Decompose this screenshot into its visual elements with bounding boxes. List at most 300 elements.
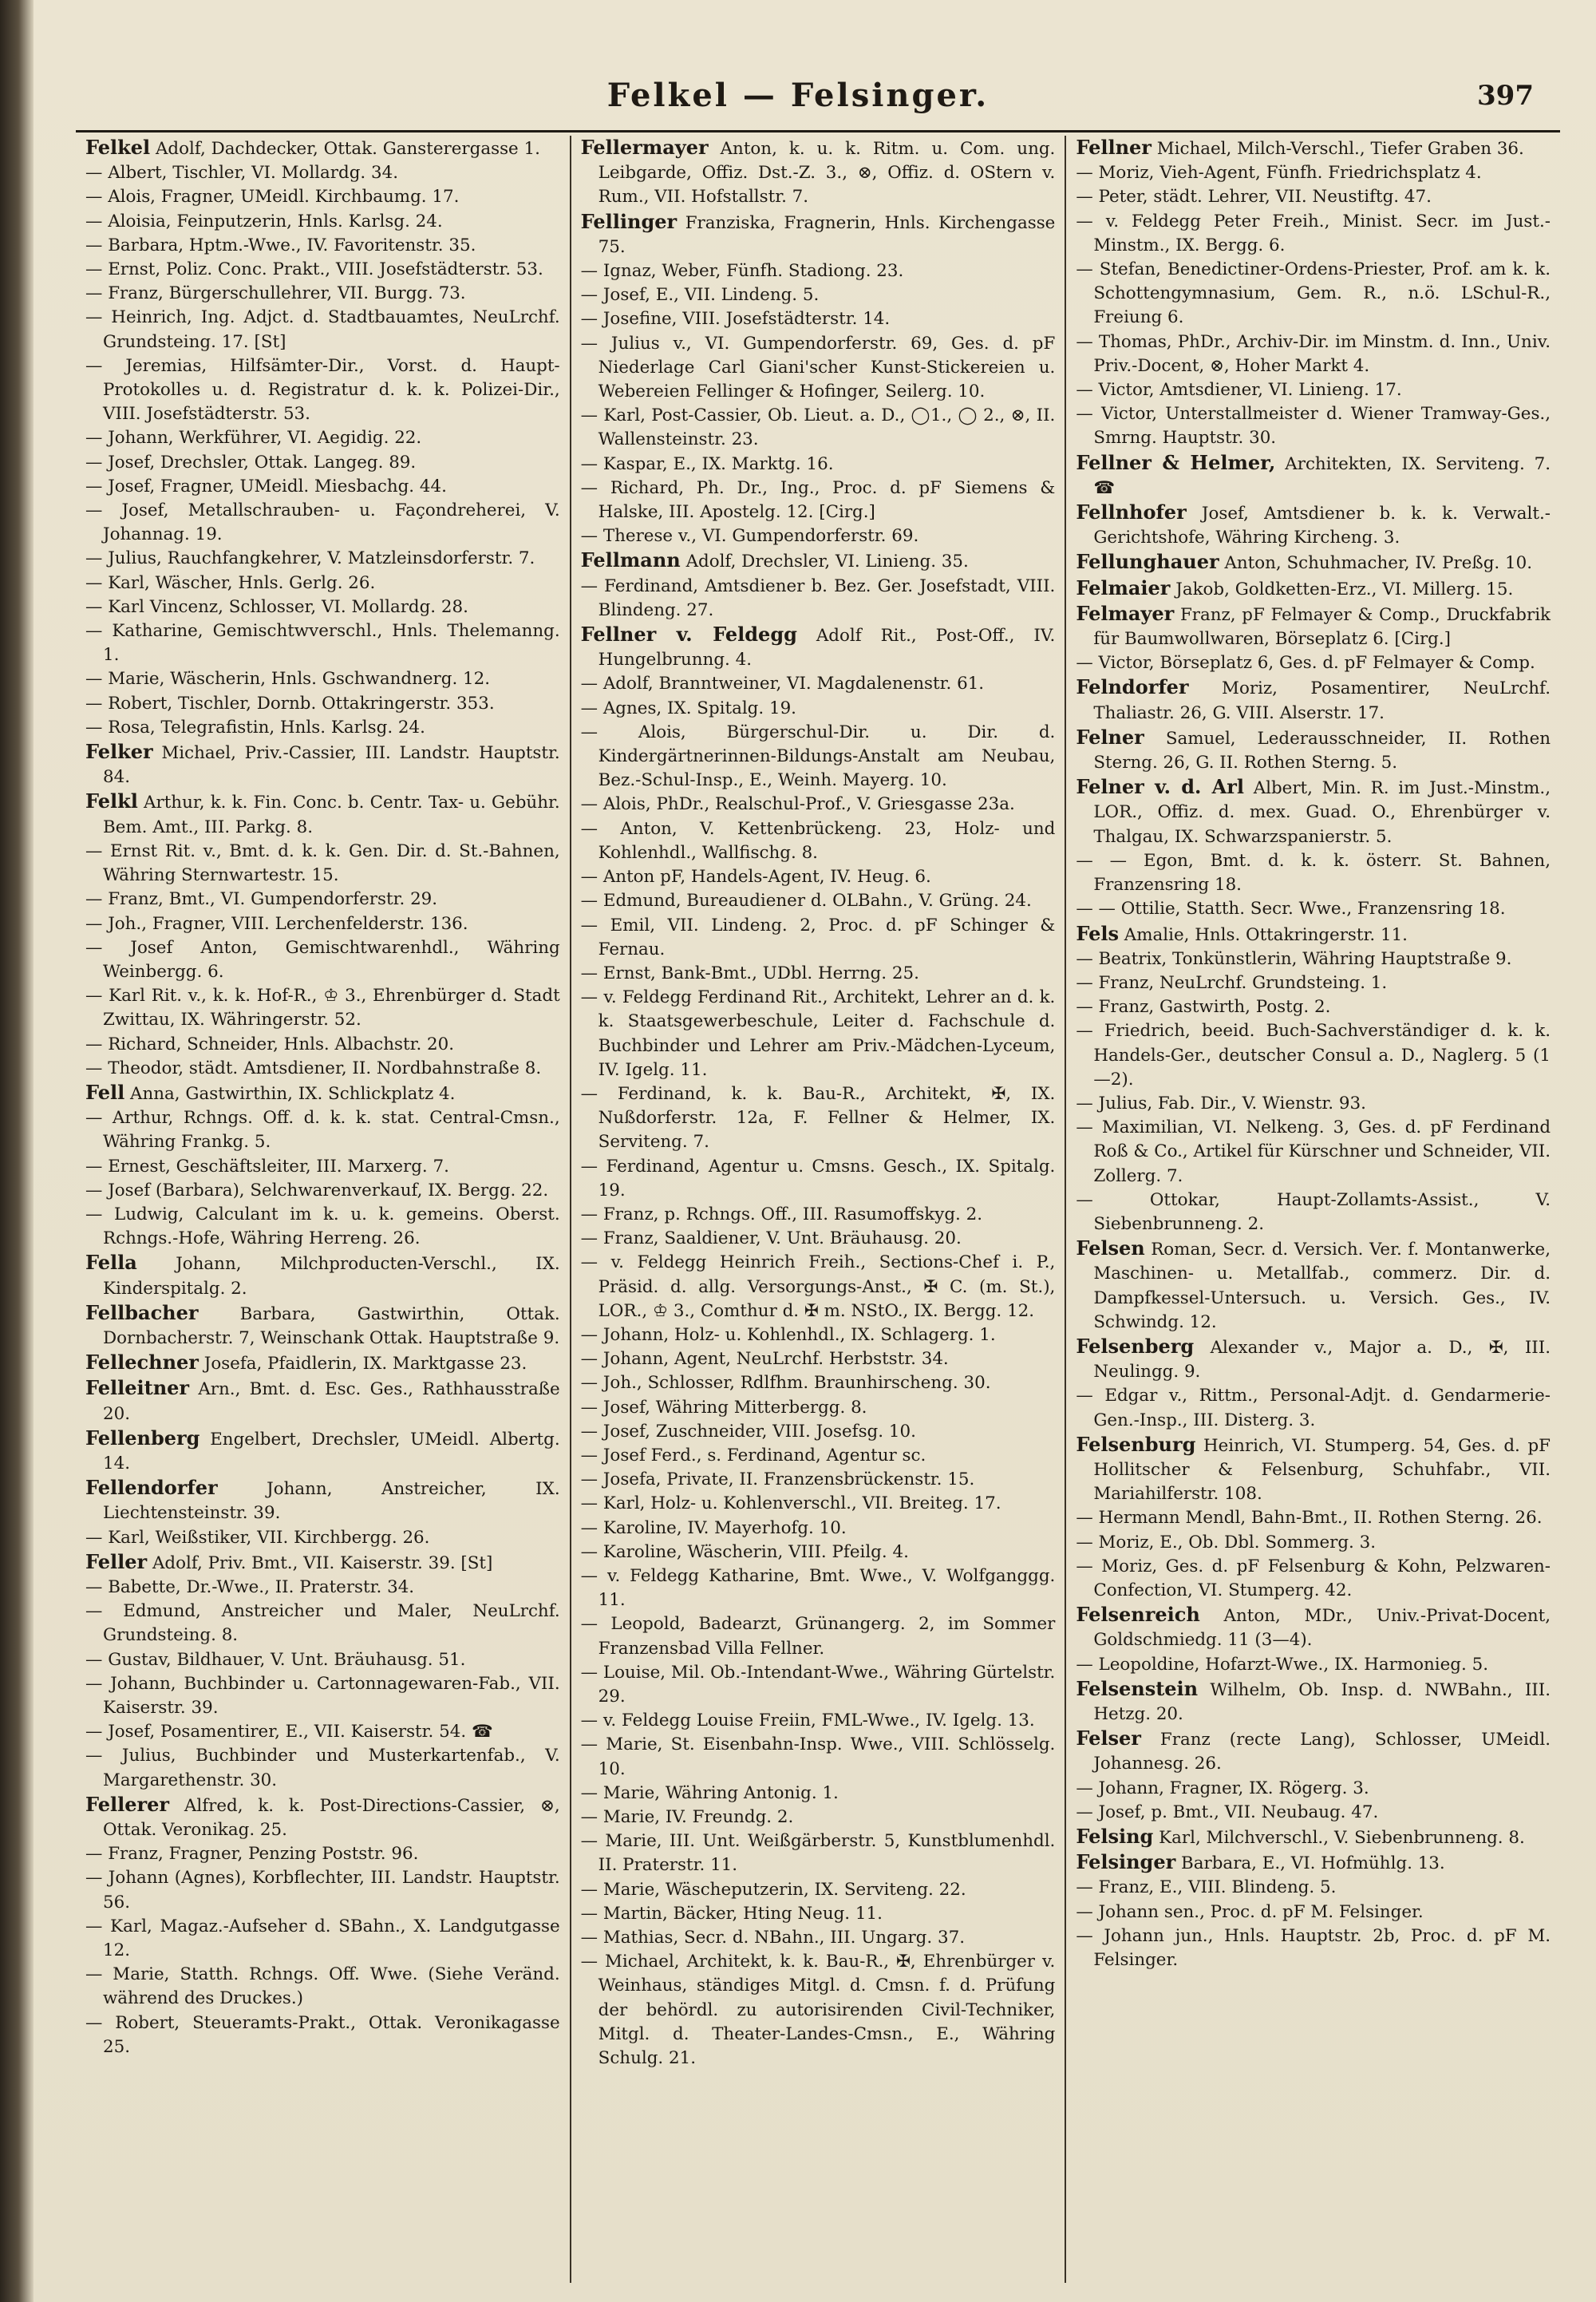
directory-entry — [581, 548, 1056, 574]
entry-surname: Fellendorfer — [85, 1476, 218, 1500]
entry-details: — Victor, Amtsdiener, VI. Linieng. 17. — [1076, 380, 1402, 401]
entry-details: — Josef Anton, Gemischtwarenhdl., Währing Weinbergg. 6. — [85, 937, 560, 982]
entry-details: — Franz, p. Rchngs. Off., III. Rasumoffskyg. 2. — [580, 1204, 983, 1224]
directory-entry — [581, 1709, 1056, 1733]
directory-entry — [1076, 1603, 1551, 1652]
entry-details: — Stefan, Benedictiner-Ordens-Priester, Prof. am k. k. Schottengymnasium, Gem. R., n.ö. LSchul-R., Freiung 6. — [1076, 259, 1551, 328]
directory-entry — [1076, 849, 1551, 897]
directory-entry — [581, 986, 1056, 1082]
entry-details: — Franz, NeuLrchf. Grundsteing. 1. — [1076, 972, 1388, 993]
directory-entry — [581, 672, 1056, 696]
columns — [76, 136, 1560, 2283]
entry-details: — Karl, Holz- u. Kohlenverschl., VII. Breiteg. 17. — [580, 1493, 1001, 1514]
directory-entry — [1076, 675, 1551, 725]
directory-entry — [85, 426, 560, 450]
directory-entry — [581, 623, 1056, 672]
entry-details: — Michael, Architekt, k. k. Bau-R., ✠, Ehrenbürger v. Weinhaus, ständiges Mitgl. d. Cmsn. f. d. Prüfung der behördl. zu autorisirenden Civil-Techniker, Mitgl. d. Theater-Landes-Cmsn., E., Währing Schulg. 21. — [580, 1952, 1056, 2069]
entry-details: — Emil, VII. Lindeng. 2, Proc. d. pF Schinger & Fernau. — [580, 915, 1056, 959]
directory-entry — [581, 865, 1056, 889]
entry-details: — Johann, Buchbinder u. Cartonnagewaren-Fab., VII. Kaiserstr. 39. — [85, 1673, 560, 1718]
entry-details: Adolf Rit., Post-Off., IV. Hungelbrunng. 4. — [598, 626, 1056, 670]
entry-details: — Karl, Weißstiker, VII. Kirchbergg. 26. — [85, 1527, 430, 1548]
directory-entry — [85, 740, 560, 789]
directory-entry — [1076, 602, 1551, 651]
page-number: 397 — [1477, 80, 1534, 112]
directory-entry — [85, 1842, 560, 1866]
directory-entry — [581, 1347, 1056, 1371]
entry-details: — Julius v., VI. Gumpendorferstr. 69, Ges. d. pF Niederlage Carl Giani'scher Kunst-Stickereien u. Webereien Fellinger & Hofinger, Seilerg. 10. — [580, 333, 1056, 402]
column-1 — [76, 136, 570, 2283]
entry-details: — Ernst, Bank-Bmt., UDbl. Herrng. 25. — [580, 963, 919, 983]
entry-details: — Ferdinand, Amtsdiener b. Bez. Ger. Josefstadt, VIII. Blindeng. 27. — [580, 576, 1056, 620]
entry-details: — Ernst, Poliz. Conc. Prakt., VIII. Josefstädterstr. 53. — [85, 259, 543, 280]
entry-details: — Moriz, E., Ob. Dbl. Sommerg. 3. — [1076, 1532, 1377, 1552]
entry-details: — Alois, PhDr., Realschul-Prof., V. Griesgasse 23a. — [580, 794, 1015, 815]
entry-details: Barbara, Gastwirthin, Ottak. Dornbacherstr. 7, Weinschank Ottak. Hauptstraße 9. — [103, 1303, 560, 1348]
entry-details: — Ferdinand, k. k. Bau-R., Architekt, ✠, IX. Nußdorferstr. 12a, F. Fellner & Helmer, IX. Serviteng. 7. — [580, 1083, 1056, 1153]
entry-details: — v. Feldegg Peter Freih., Minist. Secr. im Just.-Minstm., IX. Bergg. 6. — [1076, 211, 1551, 255]
entry-details: — Beatrix, Tonkünstlerin, Währing Hauptstraße 9. — [1076, 948, 1512, 969]
entry-details: Engelbert, Drechsler, UMeidl. Albertg. 14. — [103, 1429, 560, 1473]
entry-surname: Felser — [1076, 1726, 1141, 1750]
entry-details: Adolf, Dachdecker, Ottak. Gansterergasse 1. — [155, 139, 540, 159]
entry-details: — Karl, Post-Cassier, Ob. Lieut. a. D., ◯1., ◯ 2., ⊗, II. Wallensteinstr. 23. — [580, 405, 1056, 450]
entry-surname: Felmaier — [1076, 576, 1171, 599]
entry-details: — Josef, Metallschrauben- u. Façondreherei, V. Johannag. 19. — [85, 500, 560, 545]
entry-details: — Josef, Zuschneider, VIII. Josefsg. 10. — [580, 1421, 916, 1442]
directory-entry — [85, 595, 560, 619]
entry-details: — Joh., Fragner, VIII. Lerchenfelderstr. 136. — [85, 913, 468, 934]
entry-details: — Peter, städt. Lehrer, VII. Neustiftg. 47. — [1076, 187, 1432, 208]
directory-entry — [1076, 1116, 1551, 1189]
directory-entry — [85, 1106, 560, 1154]
entry-details: Michael, Priv.-Cassier, III. Landstr. Hauptstr. 84. — [103, 743, 560, 788]
entry-details: — Johann, Holz- u. Kohlenhdl., IX. Schlagerg. 1. — [580, 1324, 996, 1345]
entry-details: — Johann, Fragner, IX. Rögerg. 3. — [1076, 1778, 1369, 1798]
entry-details: Anna, Gastwirthin, IX. Schlickplatz 4. — [130, 1083, 456, 1104]
directory-entry — [85, 451, 560, 475]
directory-entry — [1076, 971, 1551, 995]
directory-entry — [581, 1082, 1056, 1155]
directory-entry — [1076, 1901, 1551, 1924]
directory-entry — [85, 716, 560, 740]
entry-details: Adolf, Drechsler, VI. Linieng. 35. — [685, 552, 969, 572]
entry-details: — Julius, Rauchfangkehrer, V. Matzleinsdorferstr. 7. — [85, 548, 535, 569]
entry-details: Josef, Amtsdiener b. k. k. Verwalt.-Gerichtshofe, Währing Kircheng. 3. — [1093, 504, 1551, 548]
column-2 — [570, 136, 1065, 2283]
entry-details: — Maximilian, VI. Nelkeng. 3, Ges. d. pF Ferdinand Roß & Co., Artikel für Kürschner und Schneider, VII. Zollerg. 7. — [1076, 1117, 1551, 1186]
directory-entry — [85, 1672, 560, 1720]
entry-details: — Edmund, Anstreicher und Maler, NeuLrchf. Grundsteing. 8. — [85, 1601, 560, 1646]
entry-details: — Ottokar, Haupt-Zollamts-Assist., V. Siebenbrunneng. 2. — [1076, 1189, 1551, 1234]
directory-entry — [85, 936, 560, 984]
entry-details: — Johann, Agent, NeuLrchf. Herbststr. 34. — [580, 1349, 949, 1370]
directory-entry — [1076, 1850, 1551, 1876]
entry-details: — Karl, Wäscher, Hnls. Gerlg. 26. — [85, 572, 376, 593]
directory-entry — [581, 1492, 1056, 1516]
entry-details: — Marie, IV. Freundg. 2. — [580, 1807, 794, 1828]
directory-entry — [1076, 185, 1551, 209]
directory-entry — [1076, 451, 1551, 500]
directory-entry — [1076, 995, 1551, 1019]
directory-entry — [85, 840, 560, 888]
entry-details: Arthur, k. k. Fin. Conc. b. Centr. Tax- u. Gebühr. Bem. Amt., III. Parkg. 8. — [103, 793, 560, 837]
directory-entry — [1076, 1726, 1551, 1776]
entry-details: Barbara, E., VI. Hofmühlg. 13. — [1181, 1853, 1445, 1874]
directory-entry — [581, 962, 1056, 986]
entry-details: Heinrich, VI. Stumperg. 54, Ges. d. pF Hollitscher & Felsenburg, Schuhfabr., VII. Mariahilferstr. 108. — [1093, 1435, 1551, 1505]
entry-details: — Edgar v., Rittm., Personal-Adjt. d. Gendarmerie-Gen.-Insp., III. Disterg. 3. — [1076, 1386, 1551, 1430]
entry-details: — Johann jun., Hnls. Hauptstr. 2b, Proc. d. pF M. Felsinger. — [1076, 1925, 1551, 1971]
directory-entry — [85, 1576, 560, 1600]
entry-surname: Felker — [85, 740, 153, 764]
entry-details: — Agnes, IX. Spitalg. 19. — [580, 698, 796, 718]
directory-entry — [581, 283, 1056, 307]
entry-details: — Marie, Wäscheputzerin, IX. Serviteng. 22. — [580, 1879, 966, 1900]
directory-entry — [581, 1517, 1056, 1541]
entry-details: — Leopold, Badearzt, Grünangerg. 2, im Sommer Franzensbad Villa Fellner. — [580, 1614, 1056, 1659]
page-header — [48, 77, 1548, 125]
directory-entry — [1076, 378, 1551, 402]
directory-entry — [1076, 1019, 1551, 1092]
entry-details: — Karl Rit. v., k. k. Hof-R., ♔ 3., Ehrenbürger d. Stadt Zwittau, IX. Währingerstr. 52. — [85, 986, 560, 1030]
directory-entry — [581, 889, 1056, 913]
directory-entry — [1076, 1384, 1551, 1432]
directory-entry — [85, 1600, 560, 1647]
entry-details: — Moriz, Vieh-Agent, Fünfh. Friedrichsplatz 4. — [1076, 163, 1482, 184]
entry-details: — Karoline, Wäscherin, VIII. Pfeilg. 4. — [580, 1541, 909, 1562]
entry-surname: Felsenreich — [1076, 1603, 1200, 1627]
entry-details: — Moriz, Ges. d. pF Felsenburg & Kohn, Pelzwaren-Confection, VI. Stumperg. 42. — [1076, 1556, 1551, 1600]
entry-details: — Mathias, Secr. d. NBahn., III. Ungarg. 37. — [580, 1928, 965, 1948]
directory-entry — [85, 1963, 560, 2011]
directory-entry — [1076, 651, 1551, 675]
entry-details: — Franz, Gastwirth, Postg. 2. — [1076, 997, 1331, 1018]
entry-details: — Barbara, Hptm.-Wwe., IV. Favoritenstr. 35. — [85, 235, 476, 255]
directory-entry — [85, 475, 560, 499]
entry-surname: Felsing — [1076, 1825, 1154, 1849]
directory-entry — [581, 1902, 1056, 1926]
entry-details: — Julius, Fab. Dir., V. Wienstr. 93. — [1076, 1093, 1366, 1113]
directory-entry — [1076, 136, 1551, 161]
entry-details: — Anton, V. Kettenbrückeng. 23, Holz- und Kohlenhdl., Wallfischg. 8. — [580, 818, 1056, 863]
directory-entry — [581, 697, 1056, 721]
entry-details: — Anton pF, Handels-Agent, IV. Heug. 6. — [580, 867, 931, 888]
directory-entry — [581, 575, 1056, 623]
entry-surname: Fels — [1076, 921, 1119, 945]
directory-entry — [85, 258, 560, 282]
directory-entry — [581, 453, 1056, 477]
directory-entry — [85, 1179, 560, 1203]
entry-details: — Josefa, Private, II. Franzensbrückenstr. 15. — [580, 1469, 975, 1490]
directory-entry — [85, 1203, 560, 1251]
entry-details: Franziska, Fragnerin, Hnls. Kirchengasse 75. — [598, 212, 1056, 257]
entry-surname: Fellmann — [580, 548, 681, 572]
column-3 — [1065, 136, 1560, 2283]
directory-entry — [1076, 1677, 1551, 1726]
directory-entry — [85, 1720, 560, 1744]
entry-details: Arn., Bmt. d. Esc. Ges., Rathhausstraße 20. — [103, 1379, 560, 1424]
entry-details: — Katharine, Gemischtwverschl., Hnls. Thelemanng. 1. — [85, 621, 560, 666]
directory-entry — [1076, 897, 1551, 921]
entry-details: — Babette, Dr.-Wwe., II. Praterstr. 34. — [85, 1576, 415, 1597]
directory-entry — [581, 404, 1056, 452]
entry-details: — Arthur, Rchngs. Off. d. k. k. stat. Central-Cmsn., Währing Frankg. 5. — [85, 1108, 560, 1153]
entry-surname: Fellner & Helmer, — [1076, 450, 1276, 474]
directory-entry — [85, 619, 560, 667]
directory-entry — [581, 1444, 1056, 1468]
entry-details: — Joh., Schlosser, Rdlfhm. Braunhirscheng. 30. — [580, 1373, 991, 1394]
entry-details: Samuel, Lederausschneider, II. Rothen Sterng. 26, G. II. Rothen Sterng. 5. — [1093, 728, 1551, 773]
entry-details: — Edmund, Bureaudiener d. OLBahn., V. Grüng. 24. — [580, 891, 1032, 912]
entry-details: Anton, MDr., Univ.-Privat-Docent, Goldschmiedg. 11 (3—4). — [1093, 1606, 1551, 1651]
directory-entry — [85, 1155, 560, 1179]
entry-details: — Albert, Tischler, VI. Mollardg. 34. — [85, 163, 399, 184]
directory-entry — [1076, 1825, 1551, 1850]
directory-entry — [85, 1301, 560, 1351]
entry-details: — v. Feldegg Louise Freiin, FML-Wwe., IV. Igelg. 13. — [580, 1711, 1035, 1731]
directory-entry — [581, 1806, 1056, 1829]
entry-details: — Josef, p. Bmt., VII. Neubaug. 47. — [1076, 1802, 1379, 1822]
entry-details: — Ludwig, Calculant im k. u. k. gemeins. Oberst. Rchngs.-Hofe, Währing Herreng. 26. — [85, 1204, 560, 1249]
entry-details: — Josef Ferd., s. Ferdinand, Agentur sc. — [580, 1445, 926, 1465]
directory-entry — [85, 161, 560, 185]
entry-details: — Richard, Schneider, Hnls. Albachstr. 20. — [85, 1034, 455, 1054]
entry-details: — Robert, Steueramts-Prakt., Ottak. Veronikagasse 25. — [85, 2012, 560, 2057]
entry-details: Michael, Milch-Verschl., Tiefer Graben 36. — [1156, 139, 1524, 159]
directory-entry — [85, 888, 560, 912]
directory-entry — [1076, 726, 1551, 775]
directory-entry — [581, 524, 1056, 548]
directory-entry — [581, 136, 1056, 210]
entry-surname: Fellunghauer — [1076, 550, 1219, 574]
entry-details: — Josef, Drechsler, Ottak. Langeg. 89. — [85, 452, 417, 473]
entry-details: — Johann (Agnes), Korbflechter, III. Landstr. Hauptstr. 56. — [85, 1868, 560, 1912]
directory-entry — [85, 136, 560, 161]
entry-details: — Martin, Bäcker, Hting Neug. 11. — [580, 1903, 883, 1924]
directory-entry — [85, 1426, 560, 1476]
entry-details: Anton, k. u. k. Ritm. u. Com. ung. Leibgarde, Offiz. Dst.-Z. 3., ⊗, Offiz. d. OStern v. Rum., VII. Hofstallstr. 7. — [598, 139, 1056, 208]
directory-entry — [85, 1866, 560, 1914]
directory-entry — [1076, 330, 1551, 378]
entry-details: — Franz, E., VIII. Blindeng. 5. — [1076, 1877, 1337, 1898]
directory-entry — [581, 1661, 1056, 1709]
entry-details: — Marie, St. Eisenbahn-Insp. Wwe., VIII. Schlösselg. 10. — [580, 1734, 1056, 1779]
book-spine-shadow — [0, 0, 34, 2302]
entry-details: — Jeremias, Hilfsämter-Dir., Vorst. d. Haupt-Protokolles u. d. Registratur d. k. k. Polizei-Dir., VIII. Josefstädterstr. 53. — [85, 355, 560, 425]
entry-surname: Felkel — [85, 136, 151, 159]
directory-entry — [85, 547, 560, 571]
entry-details: — Franz, Bürgerschullehrer, VII. Burgg. 73. — [85, 283, 466, 304]
entry-details: Architekten, IX. Serviteng. 7. ☎ — [1093, 453, 1551, 498]
directory-entry — [1076, 1531, 1551, 1555]
entry-details: — Karoline, IV. Mayerhofg. 10. — [580, 1517, 847, 1538]
entry-surname: Felner v. d. Arl — [1076, 775, 1244, 799]
entry-surname: Fellner v. Feldegg — [580, 623, 797, 647]
directory-entry — [581, 1323, 1056, 1347]
directory-entry — [1076, 1335, 1551, 1384]
directory-entry — [85, 210, 560, 234]
entry-details: — Gustav, Bildhauer, V. Unt. Bräuhausg. 51. — [85, 1649, 466, 1670]
directory-entry — [85, 572, 560, 595]
entry-surname: Felmayer — [1076, 601, 1175, 625]
directory-entry — [85, 1550, 560, 1576]
directory-entry — [85, 499, 560, 547]
directory-entry — [1076, 500, 1551, 550]
entry-surname: Felsenberg — [1076, 1334, 1195, 1358]
directory-entry — [1076, 1506, 1551, 1530]
directory-entry — [1076, 1876, 1551, 1900]
directory-entry — [1076, 1189, 1551, 1236]
entry-details: — Kaspar, E., IX. Marktg. 16. — [580, 453, 834, 474]
entry-details: — Alois, Fragner, UMeidl. Kirchbaumg. 17. — [85, 187, 460, 208]
directory-entry — [1076, 1433, 1551, 1507]
directory-entry — [581, 1541, 1056, 1564]
directory-entry — [581, 477, 1056, 524]
entry-surname: Fellermayer — [580, 136, 709, 159]
directory-entry — [85, 789, 560, 839]
directory-entry — [1076, 1555, 1551, 1603]
directory-entry — [1076, 210, 1551, 258]
entry-details: — Hermann Mendl, Bahn-Bmt., II. Rothen Sterng. 26. — [1076, 1508, 1543, 1529]
entry-details: Albert, Min. R. im Just.-Minstm., LOR., Offiz. d. mex. Guad. O., Ehrenbürger v. Thalgau, IX. Schwarzspanierstr. 5. — [1093, 778, 1551, 847]
entry-surname: Felndorfer — [1076, 675, 1189, 699]
entry-details: — Julius, Buchbinder und Musterkartenfab., V. Margarethenstr. 30. — [85, 1746, 560, 1790]
entry-surname: Fellerer — [85, 1792, 170, 1816]
directory-entry — [581, 332, 1056, 405]
directory-entry — [1076, 1236, 1551, 1335]
directory-entry — [85, 306, 560, 354]
entry-details: — Ernest, Geschäftsleiter, III. Marxerg. 7. — [85, 1156, 449, 1177]
entry-surname: Felsenburg — [1076, 1432, 1196, 1456]
directory-entry — [1076, 550, 1551, 576]
entry-details: — Robert, Tischler, Dornb. Ottakringerstr. 353. — [85, 693, 495, 714]
entry-details: — Franz, Bmt., VI. Gumpendorferstr. 29. — [85, 889, 438, 910]
directory-entry — [85, 354, 560, 427]
entry-details: — Ferdinand, Agentur u. Cmsns. Gesch., IX. Spitalg. 19. — [580, 1156, 1056, 1200]
entry-details: — Johann, Werkführer, VI. Aegidig. 22. — [85, 428, 422, 449]
entry-details: — Marie, Währing Antonig. 1. — [580, 1782, 839, 1803]
entry-surname: Fellinger — [580, 209, 678, 233]
entry-details: Roman, Secr. d. Versich. Ver. f. Montanwerke, Maschinen- u. Metallfab., commerz. Dir. d. Dampfkessel-Untersuch. u. Versich. Ges., IV. Schwindg. 12. — [1093, 1240, 1551, 1332]
entry-details: Moriz, Posamentirer, NeuLrchf. Thaliastr. 26, G. VIII. Alserstr. 17. — [1093, 678, 1551, 723]
entry-details: — Leopoldine, Hofarzt-Wwe., IX. Harmonieg. 5. — [1076, 1654, 1489, 1675]
directory-entry — [581, 1468, 1056, 1492]
entry-details: — Marie, Statth. Rchngs. Off. Wwe. (Siehe Veränd. während des Druckes.) — [85, 1964, 560, 2009]
entry-details: — Josef, Fragner, UMeidl. Miesbachg. 44. — [85, 476, 447, 496]
entry-surname: Fellner — [1076, 136, 1152, 159]
directory-entry — [85, 1351, 560, 1376]
directory-entry — [581, 1251, 1056, 1323]
directory-entry — [85, 667, 560, 691]
entry-details: — Richard, Ph. Dr., Ing., Proc. d. pF Siemens & Halske, III. Apostelg. 12. [Cirg.] — [580, 477, 1056, 523]
directory-entry — [85, 185, 560, 209]
directory-entry — [85, 1526, 560, 1550]
directory-entry — [85, 984, 560, 1032]
directory-entry — [1076, 1777, 1551, 1801]
entry-details: Amalie, Hnls. Ottakringerstr. 11. — [1124, 924, 1408, 945]
directory-entry — [1076, 161, 1551, 185]
directory-entry — [85, 1793, 560, 1842]
entry-details: Johann, Milchproducten-Verschl., IX. Kinderspitalg. 2. — [103, 1254, 560, 1299]
entry-details: — Josef, Posamentirer, E., VII. Kaiserstr. 54. ☎ — [85, 1722, 493, 1742]
directory-entry — [581, 1612, 1056, 1660]
entry-details: — Ignaz, Weber, Fünfh. Stadiong. 23. — [580, 261, 904, 282]
directory-entry — [581, 1371, 1056, 1395]
entry-details: — Franz, Saaldiener, V. Unt. Bräuhausg. 20. — [580, 1228, 962, 1249]
entry-details: — Alois, Bürgerschul-Dir. u. Dir. d. Kindergärtnerinnen-Bildungs-Anstalt am Neubau, Bez.-Schul-Insp., E., Weinh. Mayerg. 10. — [580, 722, 1056, 791]
directory-entry — [581, 1829, 1056, 1877]
entry-details: — Thomas, PhDr., Archiv-Dir. im Minstm. d. Inn., Univ. Priv.-Docent, ⊗, Hoher Markt 4. — [1076, 331, 1551, 376]
entry-surname: Feller — [85, 1549, 148, 1573]
directory-entry — [85, 282, 560, 306]
entry-surname: Fella — [85, 1251, 137, 1275]
entry-details: — Adolf, Branntweiner, VI. Magdalenenstr. 61. — [580, 674, 985, 694]
entry-details: — Theodor, städt. Amtsdiener, II. Nordbahnstraße 8. — [85, 1058, 542, 1078]
entry-details: — Johann sen., Proc. d. pF M. Felsinger. — [1076, 1901, 1424, 1922]
directory-entry — [581, 307, 1056, 331]
entry-surname: Fell — [85, 1080, 125, 1104]
directory-entry — [581, 1564, 1056, 1612]
entry-details: Jakob, Goldketten-Erz., VI. Millerg. 15. — [1175, 579, 1514, 599]
directory-entry — [1076, 576, 1551, 602]
entry-surname: Fellechner — [85, 1351, 199, 1374]
entry-details: — Rosa, Telegrafistin, Hnls. Karlsg. 24. — [85, 717, 425, 738]
directory-entry — [85, 912, 560, 936]
entry-surname: Fellenberg — [85, 1426, 200, 1450]
directory-entry — [85, 1033, 560, 1057]
entry-details: Franz (recte Lang), Schlosser, UMeidl. Johannesg. 26. — [1093, 1730, 1551, 1774]
directory-entry — [581, 1227, 1056, 1251]
entry-details: Anton, Schuhmacher, IV. Preßg. 10. — [1224, 553, 1533, 574]
directory-entry — [1076, 402, 1551, 450]
entry-details: — Victor, Börseplatz 6, Ges. d. pF Felmayer & Comp. — [1076, 653, 1535, 674]
entry-details: Karl, Milchverschl., V. Siebenbrunneng. 8. — [1159, 1828, 1525, 1849]
entry-details: — Josef (Barbara), Selchwarenverkauf, IX. Bergg. 22. — [85, 1180, 549, 1200]
entry-details: — Aloisia, Feinputzerin, Hnls. Karlsg. 24. — [85, 211, 443, 231]
entry-details: Franz, pF Felmayer & Comp., Druckfabrik für Baumwollwaren, Börseplatz 6. [Cirg.] — [1093, 604, 1551, 650]
entry-details: — Karl, Magaz.-Aufseher d. SBahn., X. Landgutgasse 12. — [85, 1916, 560, 1961]
running-head: Felkel — Felsinger. — [606, 77, 990, 114]
directory-entry — [581, 817, 1056, 865]
directory-entry — [85, 1744, 560, 1792]
directory-entry — [85, 234, 560, 258]
entry-surname: Felkl — [85, 789, 138, 813]
directory-entry — [85, 1648, 560, 1672]
directory-entry — [85, 1476, 560, 1525]
entry-surname: Felleitner — [85, 1376, 190, 1400]
entry-details: — Friedrich, beeid. Buch-Sachverständiger d. k. k. Handels-Ger., deutscher Consul a. D., Naglerg. 5 (1—2). — [1076, 1021, 1551, 1090]
directory-entry — [85, 692, 560, 716]
entry-details: — Josef, E., VII. Lindeng. 5. — [580, 285, 820, 306]
entry-surname: Fellbacher — [85, 1300, 199, 1324]
directory-entry — [85, 1915, 560, 1963]
directory-entry — [581, 1733, 1056, 1781]
directory-entry — [581, 1926, 1056, 1950]
directory-entry — [85, 1251, 560, 1300]
entry-details: — v. Feldegg Katharine, Bmt. Wwe., V. Wolfganggg. 11. — [580, 1565, 1056, 1611]
entry-details: — Josefine, VIII. Josefstädterstr. 14. — [580, 309, 891, 330]
directory-entry — [1076, 1653, 1551, 1677]
directory-entry — [581, 210, 1056, 259]
entry-details: Johann, Anstreicher, IX. Liechtensteinstr. 39. — [103, 1479, 560, 1524]
header-rule — [76, 130, 1560, 133]
directory-entry — [581, 1782, 1056, 1806]
entry-details: — Ernst Rit. v., Bmt. d. k. k. Gen. Dir. d. St.-Bahnen, Währing Sternwartestr. 15. — [85, 841, 560, 886]
entry-details: — Franz, Fragner, Penzing Poststr. 96. — [85, 1844, 419, 1865]
entry-details: — Louise, Mil. Ob.-Intendant-Wwe., Währing Gürtelstr. 29. — [580, 1662, 1056, 1707]
entry-details: — v. Feldegg Ferdinand Rit., Architekt, Lehrer an d. k. k. Staatsgewerbeschule, Leiter d. Fachschule d. Buchbinder und Lehrer am Priv.-Mädchen-Lyceum, IV. Igelg. 11. — [580, 987, 1056, 1080]
